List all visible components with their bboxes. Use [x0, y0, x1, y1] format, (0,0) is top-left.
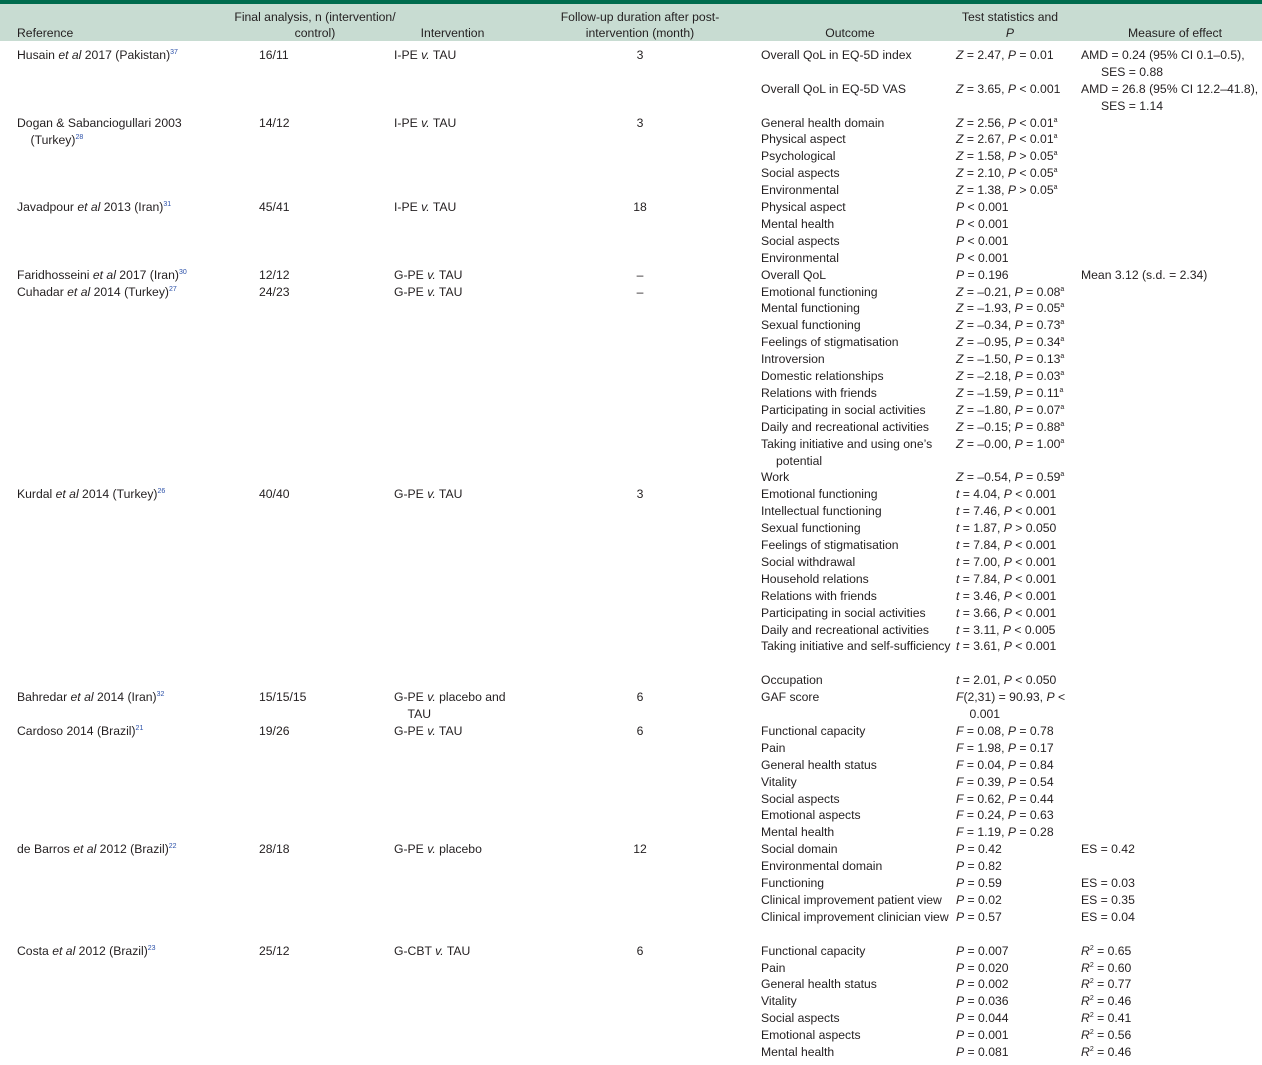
effect-measure: ES = 0.04: [1081, 909, 1135, 924]
test-statistic: Z = 1.58, P > 0.05$^a$: [956, 149, 1058, 164]
effect-measure: AMD = 0.24 (95% CI 0.1–0.5), SES = 0.88: [1081, 48, 1245, 79]
test-statistic: Z = –0.34, P = 0.73$^a$: [956, 318, 1065, 333]
test-statistic: P < 0.001: [956, 216, 1009, 231]
effect-measure: Mean 3.12 (s.d. = 2.34): [1081, 267, 1208, 282]
table-body: [0, 47, 1262, 1061]
test-statistic: P = 0.82: [956, 859, 1002, 874]
test-statistic: P = 0.044: [956, 1011, 1009, 1026]
outcome-label: Physical aspect: [761, 132, 846, 147]
test-statistic: t = 1.87, P > 0.050: [956, 521, 1057, 536]
outcome-label: Relations with friends: [761, 588, 877, 603]
study-reference: de Barros et al 2012 (Brazil)$^{22}$: [17, 842, 177, 857]
table-row: [0, 199, 1262, 267]
test-statistic: F = 0.62, P = 0.44: [956, 791, 1054, 806]
outcome-row: [761, 858, 1262, 875]
outcome-row: [761, 622, 1262, 639]
test-statistic: P = 0.02: [956, 892, 1002, 907]
table-row: [0, 943, 1262, 1061]
header-test-line2: P: [1005, 26, 1015, 40]
outcome-row: [761, 774, 1262, 791]
outcome-row: [761, 892, 1262, 909]
outcome-row: [761, 334, 1262, 351]
outcome-row: [761, 993, 1262, 1010]
outcome-label: GAF score: [761, 690, 820, 705]
outcome-label: General health status: [761, 757, 877, 772]
study-followup: 18: [633, 200, 647, 215]
outcome-label: Feelings of stigmatisation: [761, 538, 899, 553]
test-statistic: t = 3.46, P < 0.001: [956, 588, 1057, 603]
outcome-row: [761, 402, 1262, 419]
effect-measure: $R^2 = 0.60$: [1081, 960, 1132, 975]
test-statistic: P = 0.036: [956, 994, 1009, 1009]
outcome-label: Mental health: [761, 1045, 835, 1059]
outcome-label: Work: [761, 470, 790, 485]
study-intervention: G-PE v. TAU: [394, 267, 463, 282]
effect-measure: ES = 0.35: [1081, 892, 1135, 907]
outcome-row: [761, 588, 1262, 605]
table-row: [0, 115, 1262, 200]
outcome-row: [761, 672, 1262, 689]
study-followup: –: [636, 267, 644, 282]
study-followup: 6: [636, 690, 644, 705]
study-reference: Kurdal et al 2014 (Turkey)$^{26}$: [17, 487, 166, 502]
study-intervention: G-PE v. placebo and TAU: [394, 690, 506, 722]
outcome-row: [761, 1010, 1262, 1027]
outcome-label: Vitality: [761, 774, 797, 789]
header-followup-line2: intervention (month): [585, 26, 695, 40]
outcome-row: [761, 638, 1262, 672]
effect-measure: ES = 0.42: [1081, 842, 1135, 857]
outcome-label: Occupation: [761, 673, 823, 688]
study-reference: Dogan & Sabanciogullari 2003 (Turkey)$^{28}$: [17, 115, 182, 147]
study-final-analysis: 45/41: [259, 200, 290, 215]
test-statistic: P = 0.196: [956, 267, 1009, 282]
study-intervention: G-PE v. TAU: [394, 487, 463, 502]
outcome-row: [761, 554, 1262, 571]
outcome-row: [761, 436, 1262, 470]
study-reference: Javadpour et al 2013 (Iran)$^{31}$: [17, 200, 172, 215]
study-reference: Husain et al 2017 (Pakistan)$^{37}$: [17, 48, 178, 62]
study-intervention: G-PE v. TAU: [394, 284, 463, 299]
outcome-label: Social aspects: [761, 233, 840, 248]
outcome-label: Environmental domain: [761, 859, 883, 874]
outcome-row: [761, 300, 1262, 317]
outcome-row: [761, 689, 1262, 723]
study-outcomes: [761, 47, 1262, 115]
outcome-label: General health domain: [761, 115, 885, 130]
study-final-analysis: 25/12: [259, 943, 290, 958]
outcome-label: Overall QoL: [761, 267, 827, 282]
study-final-analysis: 19/26: [259, 723, 290, 738]
study-followup: 3: [636, 48, 644, 62]
outcome-label: Environmental: [761, 250, 839, 265]
outcome-row: [761, 115, 1262, 132]
outcome-row: [761, 250, 1262, 267]
study-final-analysis: 24/23: [259, 284, 290, 299]
study-followup: –: [636, 284, 644, 299]
outcome-row: [761, 841, 1262, 858]
outcome-label: Clinical improvement patient view: [761, 892, 942, 907]
study-outcomes: [761, 486, 1262, 689]
outcome-label: Vitality: [761, 994, 797, 1009]
study-reference: Costa et al 2012 (Brazil)$^{23}$: [17, 943, 156, 958]
study-intervention: I-PE v. TAU: [394, 200, 457, 215]
outcome-row: [761, 368, 1262, 385]
test-statistic: t = 3.66, P < 0.001: [956, 605, 1057, 620]
study-outcomes: [761, 689, 1262, 723]
study-outcomes: [761, 723, 1262, 841]
effect-measure: $R^2 = 0.56$: [1081, 1028, 1132, 1043]
test-statistic: F = 0.39, P = 0.54: [956, 774, 1054, 789]
study-outcomes: [761, 115, 1262, 199]
test-statistic: P < 0.001: [956, 200, 1009, 215]
study-intervention: G-CBT v. TAU: [394, 943, 471, 958]
test-statistic: Z = 1.38, P > 0.05$^a$: [956, 183, 1058, 198]
test-statistic: P = 0.081: [956, 1045, 1009, 1059]
study-final-analysis: 28/18: [259, 842, 290, 857]
test-statistic: Z = –0.54, P = 0.59$^a$: [956, 470, 1065, 485]
header-test-statistics: [950, 9, 1070, 41]
outcome-row: [761, 909, 1262, 943]
outcome-label: Sexual functioning: [761, 318, 861, 333]
outcome-label: Social aspects: [761, 1011, 840, 1026]
test-statistic: Z = 2.56, P < 0.01$^a$: [956, 115, 1058, 130]
outcome-row: [761, 757, 1262, 774]
outcome-row: [761, 317, 1262, 334]
test-statistic: Z = 2.67, P < 0.01$^a$: [956, 132, 1058, 147]
outcome-label: Sexual functioning: [761, 521, 861, 536]
outcome-row: [761, 419, 1262, 436]
outcome-label: Social withdrawal: [761, 554, 856, 569]
test-statistic: t = 7.00, P < 0.001: [956, 554, 1057, 569]
test-statistic: Z = –2.18, P = 0.03$^a$: [956, 369, 1065, 384]
outcome-label: Daily and recreational activities: [761, 622, 929, 637]
outcome-row: [761, 520, 1262, 537]
study-final-analysis: 15/15/15: [259, 690, 307, 705]
outcome-label: Domestic relationships: [761, 369, 884, 384]
test-statistic: Z = 2.10, P < 0.05$^a$: [956, 166, 1058, 181]
test-statistic: t = 7.46, P < 0.001: [956, 504, 1057, 519]
test-statistic: P = 0.001: [956, 1028, 1009, 1043]
study-intervention: I-PE v. TAU: [394, 48, 457, 62]
test-statistic: P = 0.59: [956, 876, 1002, 891]
outcome-label: Participating in social activities: [761, 605, 926, 620]
outcome-row: [761, 943, 1262, 960]
effect-measure: $R^2 = 0.41$: [1081, 1011, 1132, 1026]
outcome-row: [761, 605, 1262, 622]
outcome-row: [761, 131, 1262, 148]
study-reference: Faridhosseini et al 2017 (Iran)$^{30}$: [17, 267, 187, 282]
study-reference: Cardoso 2014 (Brazil)$^{21}$: [17, 723, 144, 738]
outcome-row: [761, 351, 1262, 368]
header-final-line1: Final analysis, n (intervention/: [234, 10, 396, 24]
test-statistic: Z = –1.80, P = 0.07$^a$: [956, 402, 1065, 417]
outcome-label: Daily and recreational activities: [761, 419, 929, 434]
outcome-row: [761, 284, 1262, 301]
header-test-line1: Test statistics and: [961, 10, 1059, 24]
test-statistic: Z = –0.95, P = 0.34$^a$: [956, 335, 1065, 350]
outcome-label: General health status: [761, 977, 877, 992]
outcome-label: Psychological: [761, 149, 836, 164]
outcome-row: [761, 791, 1262, 808]
study-intervention: I-PE v. TAU: [394, 115, 457, 130]
outcome-label: Mental functioning: [761, 301, 860, 316]
outcome-row: [761, 960, 1262, 977]
test-statistic: Z = –0.00, P = 1.00$^a$: [956, 436, 1065, 451]
outcome-label: Physical aspect: [761, 200, 846, 215]
study-followup: 3: [636, 115, 644, 130]
outcome-label: Clinical improvement clinician view: [761, 909, 949, 924]
test-statistic: F = 0.08, P = 0.78: [956, 723, 1054, 738]
outcome-label: Overall QoL in EQ-5D index: [761, 48, 912, 62]
effect-measure: $R^2 = 0.46$: [1081, 1045, 1132, 1059]
test-statistic: t = 3.61, P < 0.001: [956, 639, 1057, 654]
outcome-row: [761, 1027, 1262, 1044]
outcome-label: Social aspects: [761, 791, 840, 806]
test-statistic: P = 0.57: [956, 909, 1002, 924]
test-statistic: Z = –1.59, P = 0.11$^a$: [956, 385, 1064, 400]
table-row: [0, 723, 1262, 841]
outcome-row: [761, 216, 1262, 233]
table-row: [0, 689, 1262, 723]
study-outcomes: [761, 841, 1262, 942]
header-intervention: Intervention: [420, 26, 485, 40]
test-statistic: F = 1.98, P = 0.17: [956, 740, 1054, 755]
outcome-row: [761, 976, 1262, 993]
study-followup: 3: [636, 487, 644, 502]
outcome-label: Functioning: [761, 876, 825, 891]
test-statistic: t = 7.84, P < 0.001: [956, 538, 1057, 553]
effect-measure: ES = 0.03: [1081, 876, 1135, 891]
outcome-row: [761, 47, 1262, 81]
outcome-label: Emotional aspects: [761, 808, 861, 823]
study-outcomes: [761, 267, 1262, 284]
effect-measure: $R^2 = 0.46$: [1081, 994, 1132, 1009]
outcome-row: [761, 267, 1262, 284]
outcome-label: Household relations: [761, 571, 869, 586]
outcome-label: Emotional functioning: [761, 284, 878, 299]
outcome-label: Introversion: [761, 352, 825, 367]
study-final-analysis: 40/40: [259, 487, 290, 502]
effect-measure: $R^2 = 0.65$: [1081, 943, 1132, 958]
outcome-row: [761, 233, 1262, 250]
effect-measure: $R^2 = 0.77$: [1081, 977, 1132, 992]
outcome-row: [761, 537, 1262, 554]
header-reference: Reference: [17, 26, 74, 40]
outcome-label: Emotional aspects: [761, 1028, 861, 1043]
outcome-row: [761, 148, 1262, 165]
test-statistic: Z = –1.93, P = 0.05$^a$: [956, 301, 1065, 316]
study-intervention: G-PE v. TAU: [394, 723, 463, 738]
test-statistic: P = 0.002: [956, 977, 1009, 992]
outcome-label: Taking initiative and self-sufficiency: [761, 639, 951, 654]
study-final-analysis: 16/11: [259, 48, 289, 62]
outcome-label: Pain: [761, 960, 786, 975]
table-row: [0, 486, 1262, 689]
study-followup: 12: [633, 842, 647, 857]
study-reference: Cuhadar et al 2014 (Turkey)$^{27}$: [17, 284, 177, 299]
study-final-analysis: 12/12: [259, 267, 290, 282]
study-final-analysis: 14/12: [259, 115, 290, 130]
table-row: [0, 47, 1262, 115]
outcome-row: [761, 807, 1262, 824]
outcome-row: [761, 165, 1262, 182]
test-statistic: t = 4.04, P < 0.001: [956, 487, 1057, 502]
test-statistic: F = 1.19, P = 0.28: [956, 825, 1054, 840]
outcome-label: Social domain: [761, 842, 838, 857]
test-statistic: P = 0.007: [956, 943, 1009, 958]
test-statistic: P < 0.001: [956, 233, 1009, 248]
table-header: [0, 4, 1262, 41]
test-statistic: P < 0.001: [956, 250, 1009, 265]
header-measure-of-effect: Measure of effect: [1128, 26, 1222, 40]
test-statistic: F(2,31) = 90.93, P < 0.001: [956, 690, 1066, 722]
outcome-row: [761, 824, 1262, 841]
outcome-label: Social aspects: [761, 166, 840, 181]
header-outcome: Outcome: [825, 26, 875, 40]
test-statistic: Z = 3.65, P < 0.001: [956, 81, 1061, 96]
outcome-row: [761, 486, 1262, 503]
test-statistic: t = 2.01, P < 0.050: [956, 673, 1057, 688]
test-statistic: P = 0.42: [956, 842, 1002, 857]
test-statistic: P = 0.020: [956, 960, 1009, 975]
study-outcomes: [761, 943, 1262, 1061]
test-statistic: F = 0.24, P = 0.63: [956, 808, 1054, 823]
test-statistic: t = 7.84, P < 0.001: [956, 571, 1057, 586]
outcome-row: [761, 571, 1262, 588]
study-followup: 6: [636, 723, 644, 738]
test-statistic: Z = –0.15; P = 0.88$^a$: [956, 419, 1065, 434]
table-row: [0, 284, 1262, 487]
outcome-label: Functional capacity: [761, 723, 866, 738]
outcome-label: Relations with friends: [761, 385, 877, 400]
test-statistic: Z = 2.47, P = 0.01: [956, 48, 1054, 62]
outcome-row: [761, 1044, 1262, 1061]
outcome-label: Pain: [761, 740, 786, 755]
test-statistic: F = 0.04, P = 0.84: [956, 757, 1054, 772]
outcome-label: Environmental: [761, 183, 839, 198]
outcome-label: Overall QoL in EQ-5D VAS: [761, 81, 906, 96]
study-outcomes: [761, 284, 1262, 487]
outcome-row: [761, 875, 1262, 892]
outcome-label: Feelings of stigmatisation: [761, 335, 899, 350]
test-statistic: Z = –1.50, P = 0.13$^a$: [956, 352, 1065, 367]
outcome-label: Mental health: [761, 216, 835, 231]
outcome-row: [761, 385, 1262, 402]
outcome-label: Participating in social activities: [761, 402, 926, 417]
outcome-label: Mental health: [761, 825, 835, 840]
outcome-row: [761, 81, 1262, 115]
study-outcomes: [761, 199, 1262, 267]
outcome-label: Functional capacity: [761, 943, 866, 958]
header-followup-line1: Follow-up duration after post-: [560, 10, 720, 24]
outcome-label: Intellectual functioning: [761, 504, 882, 519]
header-final-line2: control): [294, 26, 336, 40]
outcome-label: Taking initiative and using one’s potential: [761, 436, 933, 468]
effect-measure: AMD = 26.8 (95% CI 12.2–41.8), SES = 1.14: [1081, 81, 1259, 113]
test-statistic: Z = –0.21, P = 0.08$^a$: [956, 284, 1065, 299]
study-reference: Bahredar et al 2014 (Iran)$^{32}$: [17, 690, 165, 705]
outcome-label: Emotional functioning: [761, 487, 878, 502]
table-row: [0, 841, 1262, 942]
header-followup: [545, 9, 735, 41]
outcome-row: [761, 723, 1262, 740]
table-row: [0, 267, 1262, 284]
outcome-row: [761, 503, 1262, 520]
outcome-row: [761, 199, 1262, 216]
outcome-row: [761, 740, 1262, 757]
study-followup: 6: [636, 943, 644, 958]
test-statistic: t = 3.11, P < 0.005: [956, 622, 1056, 637]
study-intervention: G-PE v. placebo: [394, 842, 482, 857]
outcome-row: [761, 469, 1262, 486]
outcome-row: [761, 182, 1262, 199]
